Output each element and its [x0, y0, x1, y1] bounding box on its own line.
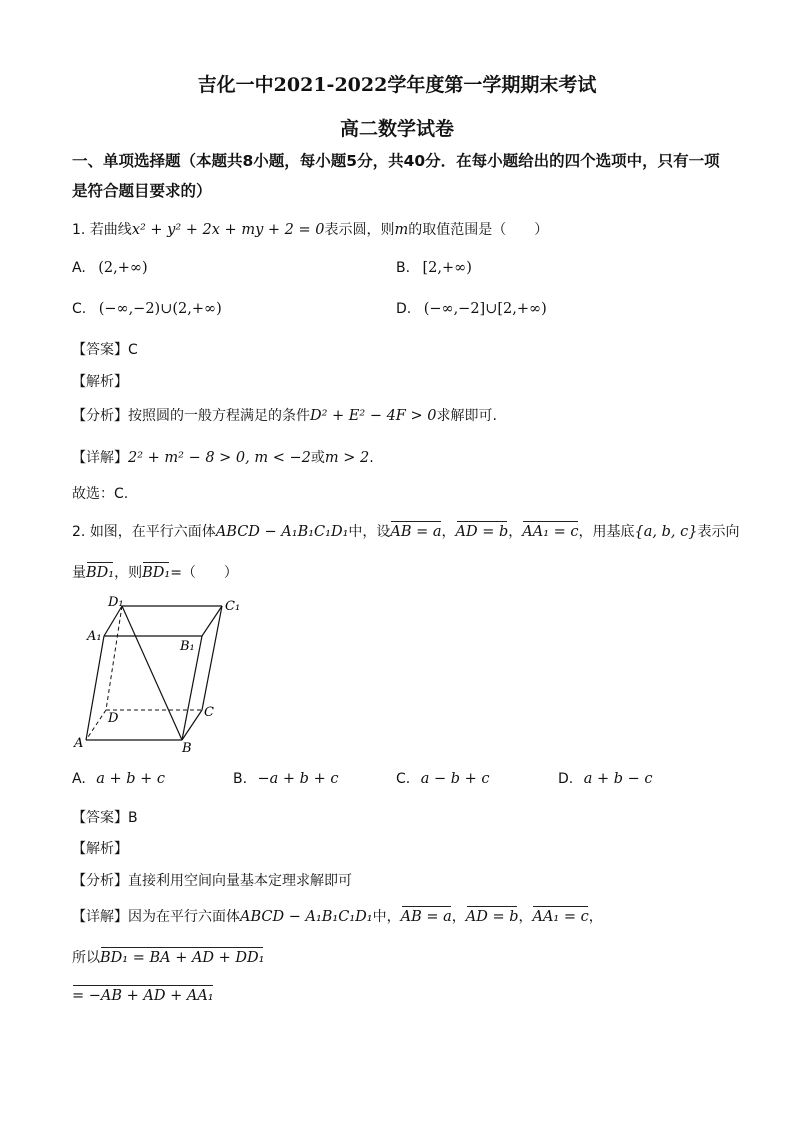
- q1-option-c[interactable]: [72, 301, 222, 317]
- q1-detail: [72, 447, 374, 467]
- label-a1: A₁: [87, 629, 102, 644]
- q1-option-d-label: D.: [396, 301, 412, 317]
- q1-option-a[interactable]: [72, 260, 148, 276]
- q2-option-b-text: −a + b + c: [257, 771, 339, 787]
- q2-answer: [72, 807, 138, 827]
- q2-step1-equation: BD₁ = BA + AD + DD₁: [100, 950, 265, 966]
- q2-option-a[interactable]: [72, 771, 165, 787]
- edge-a1a: [86, 636, 104, 740]
- q1-option-b[interactable]: [396, 260, 472, 276]
- section-heading: 一、单项选择题（本题共8小题，每小题5分，共40分．在每小题给出的四个选项中，只有一项是符合题目要求的）: [72, 152, 720, 200]
- q2-basis-post: 表示向: [697, 524, 740, 540]
- hidden-edge-d1d: [106, 606, 122, 710]
- q2-step1: [72, 947, 264, 967]
- q2-solid-name: ABCD − A₁B₁C₁D₁: [215, 524, 349, 540]
- q2-option-a-label: A.: [72, 771, 86, 787]
- q1-analysis-tag: 【解析】: [72, 374, 128, 390]
- q2-stem-line1: 2. 如图，在平行六面体ABCD − A₁B₁C₁D₁中，设AB = a，AD = b，AA₁ = c，用基底{a, b, c}表示向: [72, 524, 740, 540]
- diagonal-bd1: [122, 606, 182, 740]
- q2-detail-solid: ABCD − A₁B₁C₁D₁: [240, 909, 373, 925]
- q2-fenxi-tag: 【分析】: [72, 873, 128, 889]
- q2-vector-bd1-repeat: BD₁: [142, 565, 171, 581]
- q2-basis: {a, b, c}: [634, 524, 698, 540]
- q1-option-c-label: C.: [72, 301, 87, 317]
- q2-line2-post: =（ ）: [170, 565, 238, 581]
- q2-detail-vector-ab: AB = a: [400, 909, 452, 925]
- q1-stem: [72, 219, 548, 239]
- q2-step2: [72, 988, 214, 1004]
- q1-detail-eq1: 2² + m² − 8 > 0, m < −2: [128, 450, 311, 466]
- label-c1: C₁: [225, 599, 241, 614]
- q2-fenxi-text: 直接利用空间向量基本定理求解即可: [128, 873, 352, 889]
- q2-step2-equation: = −AB + AD + AA₁: [72, 988, 214, 1004]
- q1-fenxi-post: 求解即可.: [436, 408, 497, 424]
- parallelepiped-figure: [70, 590, 260, 760]
- q1-option-b-label: B.: [396, 260, 411, 276]
- q1-option-d[interactable]: [396, 301, 547, 317]
- q2-answer-value: B: [128, 810, 138, 826]
- q2-line2-mid: ，则: [114, 565, 143, 581]
- q2-detail-pre: 因为在平行六面体: [128, 909, 240, 925]
- q2-stem-pre: 如图，在平行六面体: [89, 524, 216, 540]
- label-c: C: [204, 705, 214, 720]
- q2-detail-mid: 中，: [372, 909, 401, 925]
- q2-option-b[interactable]: [233, 771, 338, 787]
- q2-vector-bd1: BD₁: [86, 565, 115, 581]
- label-b: B: [182, 741, 192, 756]
- q1-fenxi-equation: D² + E² − 4F > 0: [310, 408, 437, 424]
- q2-option-c-text: a − b + c: [420, 771, 490, 787]
- q2-detail-vector-ad: AD = b: [465, 909, 519, 925]
- q1-number: 1.: [72, 222, 86, 238]
- q1-detail-tag: 【详解】: [72, 450, 128, 466]
- q1-option-a-text: (2,+∞): [98, 260, 148, 276]
- q2-option-b-label: B.: [233, 771, 248, 787]
- label-d: D: [108, 711, 119, 726]
- q1-detail-eq2: m > 2: [324, 450, 370, 466]
- q2-fenxi: [72, 870, 352, 890]
- q1-fenxi-tag: 【分析】: [72, 408, 128, 424]
- q1-option-b-text: [2,+∞): [422, 260, 472, 276]
- q1-fenxi-pre: 按照圆的一般方程满足的条件: [128, 408, 310, 424]
- q2-line2-pre: 量: [72, 565, 86, 581]
- label-b1: B₁: [180, 639, 195, 654]
- q2-option-d-label: D.: [558, 771, 574, 787]
- q2-answer-tag: 【答案】: [72, 810, 128, 826]
- q1-stem-post: 的取值范围是（ ）: [408, 222, 549, 238]
- q1-option-d-text: (−∞,−2]∪[2,+∞): [423, 301, 547, 317]
- q2-stem-line2: [72, 562, 238, 582]
- q2-analysis-tag: 【解析】: [72, 841, 128, 857]
- q1-answer-tag: 【答案】: [72, 342, 128, 358]
- q2-detail-vector-aa1: AA₁ = c: [532, 909, 589, 925]
- q1-option-c-text: (−∞,−2)∪(2,+∞): [98, 301, 222, 317]
- q1-detail-end: .: [369, 450, 374, 466]
- q1-answer-value: C: [128, 342, 138, 358]
- q2-stem-mid: 中，设: [348, 524, 391, 540]
- q2-detail-tag: 【详解】: [72, 909, 128, 925]
- q2-option-a-text: a + b + c: [96, 771, 166, 787]
- q2-option-c-label: C.: [396, 771, 411, 787]
- q2-step1-pre: 所以: [72, 950, 100, 966]
- q2-basis-pre: ，用基底: [578, 524, 635, 540]
- q1-conclusion: 故选：C.: [72, 486, 129, 502]
- q1-option-a-label: A.: [72, 260, 86, 276]
- exam-subtitle: 高二数学试卷: [339, 118, 454, 140]
- q1-detail-or: 或: [310, 450, 325, 466]
- label-a: A: [74, 736, 84, 751]
- q1-stem-mid: 表示圆，则: [324, 222, 395, 238]
- q1-fenxi: [72, 405, 497, 425]
- q1-variable: m: [394, 222, 409, 238]
- q2-number: 2.: [72, 524, 86, 540]
- q2-option-c[interactable]: [396, 771, 489, 787]
- q1-stem-pre: 若曲线: [89, 222, 132, 238]
- q2-option-d[interactable]: [558, 771, 652, 787]
- q2-vector-ad: AD = b: [455, 524, 509, 540]
- q1-answer: [72, 339, 138, 359]
- q1-equation: x² + y² + 2x + my + 2 = 0: [131, 222, 325, 238]
- label-d1: D₁: [108, 595, 124, 610]
- q2-detail: 【详解】因为在平行六面体ABCD − A₁B₁C₁D₁中，AB = a，AD = b，AA₁ = c，: [72, 909, 603, 925]
- q2-option-d-text: a + b − c: [583, 771, 653, 787]
- exam-title: 吉化一中2021-2022学年度第一学期期末考试: [197, 74, 597, 96]
- q2-vector-aa1: AA₁ = c: [522, 524, 579, 540]
- q2-vector-ab: AB = a: [390, 524, 442, 540]
